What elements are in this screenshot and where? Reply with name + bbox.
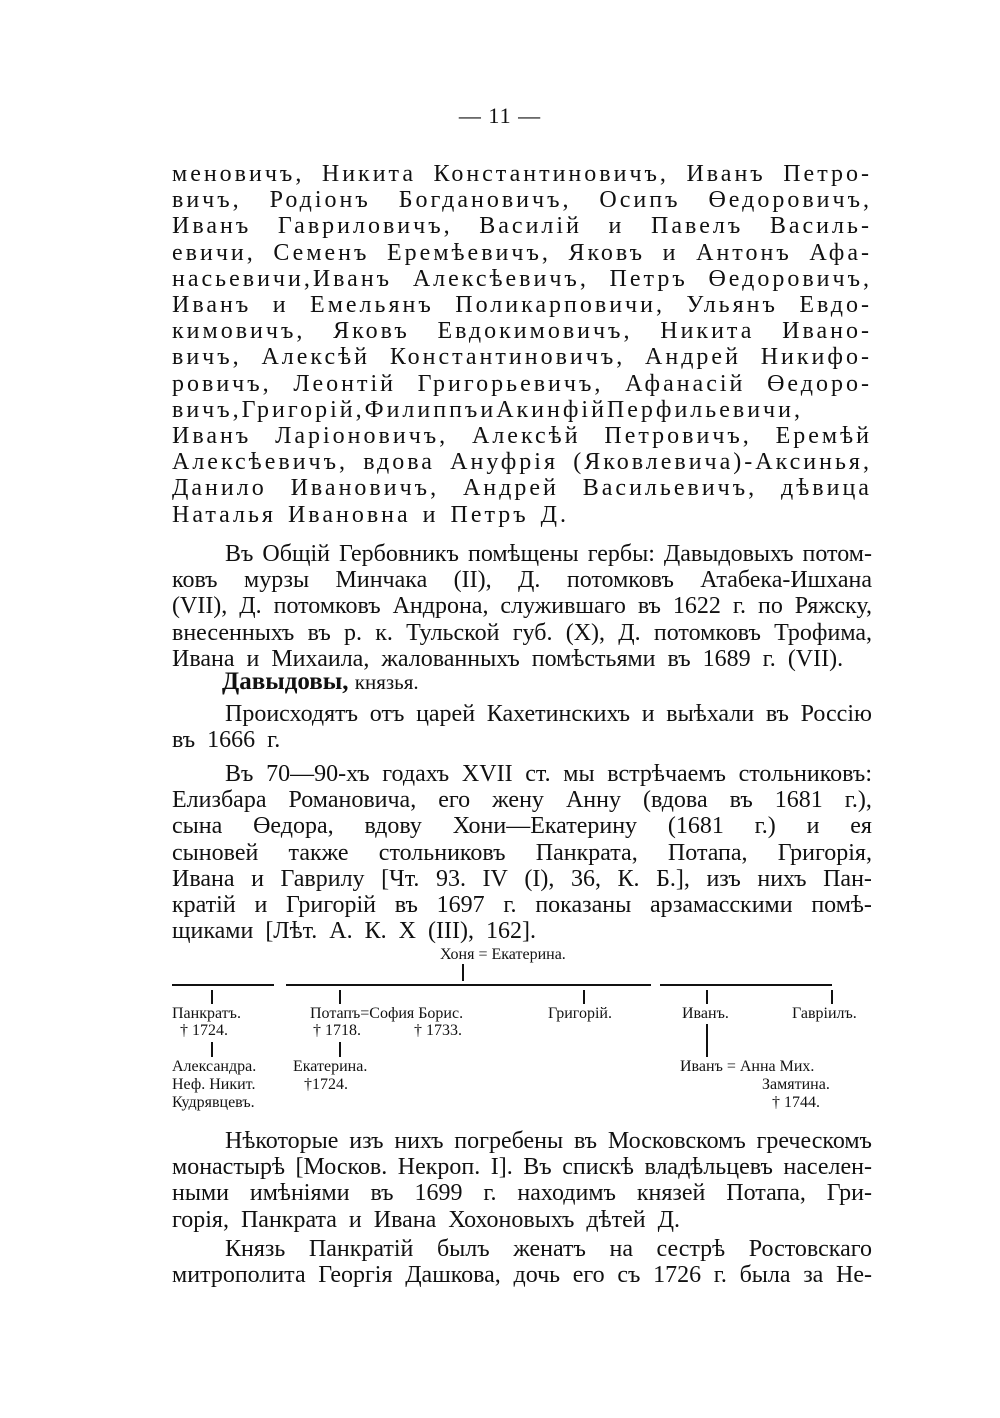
tree-ivan-anna: Иванъ = Анна Мих.	[680, 1058, 815, 1075]
tree-child-stem	[211, 990, 213, 1004]
text-line: Алексѣевичъ, вдова Ануфрiя (Яковлевича)-Аксинья,	[172, 449, 872, 476]
text-line: Иванъ Ларiоновичъ, Алексѣй Петровичъ, Еремѣй	[172, 423, 872, 449]
text-line: Данило Ивановичъ, Андрей Васильевичъ, дѣвица	[172, 475, 872, 502]
text-line: Въ 70—90-хъ годахъ XVII ст. мы встрѣчаемъ стольниковъ:	[225, 761, 872, 787]
tree-child-stem	[583, 990, 585, 1004]
text-line: ровичъ, Леонтiй Григорьевичъ, Афанасiй Өедоро-	[172, 370, 872, 397]
tree-ivan: Иванъ.	[682, 1005, 729, 1022]
text-line: вичъ, Алексѣй Константиновичъ, Андрей Никифо-	[172, 344, 872, 371]
tree-branch-line	[286, 984, 651, 986]
text-line: Князь Панкратiй былъ женатъ на сестрѣ Ростовскаго	[225, 1236, 872, 1262]
text-line: горiя, Панкрата и Ивана Хохоновыхъ дѣтей Д.	[172, 1206, 680, 1233]
text-line: сына Өедора, вдову Хони—Екатерину (1681 г.) и ея	[172, 813, 872, 840]
text-line: Ивана и Михаила, жалованныхъ помѣстьями въ 1689 г. (VII).	[172, 645, 844, 672]
tree-pankrat-stem	[211, 1042, 213, 1057]
tree-ekaterina: Екатерина.	[293, 1058, 368, 1075]
text-line: Елизбара Романовича, его жену Анну (вдова въ 1681 г.),	[172, 787, 872, 814]
tree-sofia-death: † 1733.	[414, 1022, 462, 1039]
tree-branch-line	[172, 984, 274, 986]
text-line: меновичъ, Никита Константиновичъ, Иванъ Петро-	[172, 161, 872, 187]
tree-child-stem	[339, 990, 341, 1004]
tree-child-stem	[706, 990, 708, 1004]
tree-gavriil: Гаврiилъ.	[792, 1005, 857, 1022]
text-line: митрополита Георгiя Дашкова, дочь его съ 1726 г. была за Не-	[172, 1262, 872, 1289]
text-line: (VII), Д. потомковъ Андрона, служившаго въ 1622 г. по Ряжску,	[172, 593, 872, 620]
text-line: Происходятъ отъ царей Кахетинскихъ и выѣхали въ Россiю	[225, 701, 872, 727]
text-line: Въ Общiй Гербовникъ помѣщены гербы: Давыдовыхъ потом-	[225, 541, 872, 567]
text-line: кратiй и Григорiй въ 1697 г. показаны арзамасскими помѣ-	[172, 892, 872, 918]
text-line: внесенныхъ въ р. к. Тульской губ. (X), Д. потомковъ Трофима,	[172, 619, 872, 646]
text-line: вичъ,Григорiй,ФилиппъиАкинфiйПерфильевичи,	[172, 396, 803, 423]
tree-alexandra-spouse: Неф. Никит.	[172, 1076, 256, 1093]
tree-ekaterina-death: †1724.	[304, 1076, 348, 1093]
tree-ivan-stem	[706, 1024, 708, 1057]
text-line: монастырѣ [Москов. Некроп. I]. Въ спискѣ владѣльцевъ населен-	[172, 1154, 872, 1181]
tree-anna-surname: Замятина.	[762, 1076, 830, 1093]
text-line: Иванъ и Емельянъ Поликарповичи, Ульянъ Евдо-	[172, 292, 872, 318]
page-number: — 11 —	[458, 103, 542, 128]
text-line: Наталья Ивановна и Петръ Д.	[172, 501, 570, 528]
tree-grigoriy: Григорiй.	[548, 1005, 612, 1022]
text-line: въ 1666 г.	[172, 727, 281, 754]
text-line: насьевичи,Иванъ Алексѣевичъ, Петръ Өедоровичъ,	[172, 265, 872, 292]
tree-potap-sofia: Потапъ=София Борис.	[310, 1005, 464, 1022]
heading-rank: князья.	[354, 670, 419, 694]
tree-child-stem	[831, 990, 833, 1004]
text-line: евичи, Семенъ Еремѣевичъ, Яковъ и Антонъ Афа-	[172, 239, 872, 266]
heading-name: Давыдовы,	[222, 668, 349, 695]
text-line: вичъ, Родiонъ Богдановичъ, Осипъ Өедоровичъ,	[172, 187, 872, 214]
tree-potap-death: † 1718.	[313, 1022, 361, 1039]
text-line: кимовичъ, Яковъ Евдокимовичъ, Никита Ивано-	[172, 318, 872, 345]
text-line: ными имѣнiями въ 1699 г. находимъ князей Потапа, Гри-	[172, 1180, 872, 1207]
tree-pankrat: Панкратъ.	[172, 1005, 241, 1022]
text-line: сыновей также стольниковъ Панкрата, Потапа, Григорiя,	[172, 839, 872, 866]
text-line: Нѣкоторые изъ нихъ погребены въ Московскомъ греческомъ	[225, 1128, 872, 1154]
tree-anna-death: † 1744.	[772, 1094, 820, 1111]
tree-potap-stem	[339, 1042, 341, 1057]
tree-branch-line	[660, 984, 832, 986]
tree-alexandra-surname: Кудрявцевъ.	[172, 1094, 255, 1111]
tree-root-couple: Хоня = Екатерина.	[440, 946, 566, 963]
text-line: щиками [Лѣт. А. К. X (III), 162].	[172, 918, 536, 945]
tree-root-stem	[462, 964, 464, 981]
text-line: Иванъ Гавриловичъ, Василiй и Павелъ Василь-	[172, 213, 872, 240]
tree-pankrat-death: † 1724.	[180, 1022, 228, 1039]
text-line: Ивана и Гаврилу [Чт. 93. IV (I), 36, К. Б.], изъ нихъ Пан-	[172, 865, 872, 892]
tree-alexandra: Александра.	[172, 1058, 257, 1075]
text-line: ковъ мурзы Минчака (II), Д. потомковъ Атабека-Ишхана	[172, 567, 872, 594]
